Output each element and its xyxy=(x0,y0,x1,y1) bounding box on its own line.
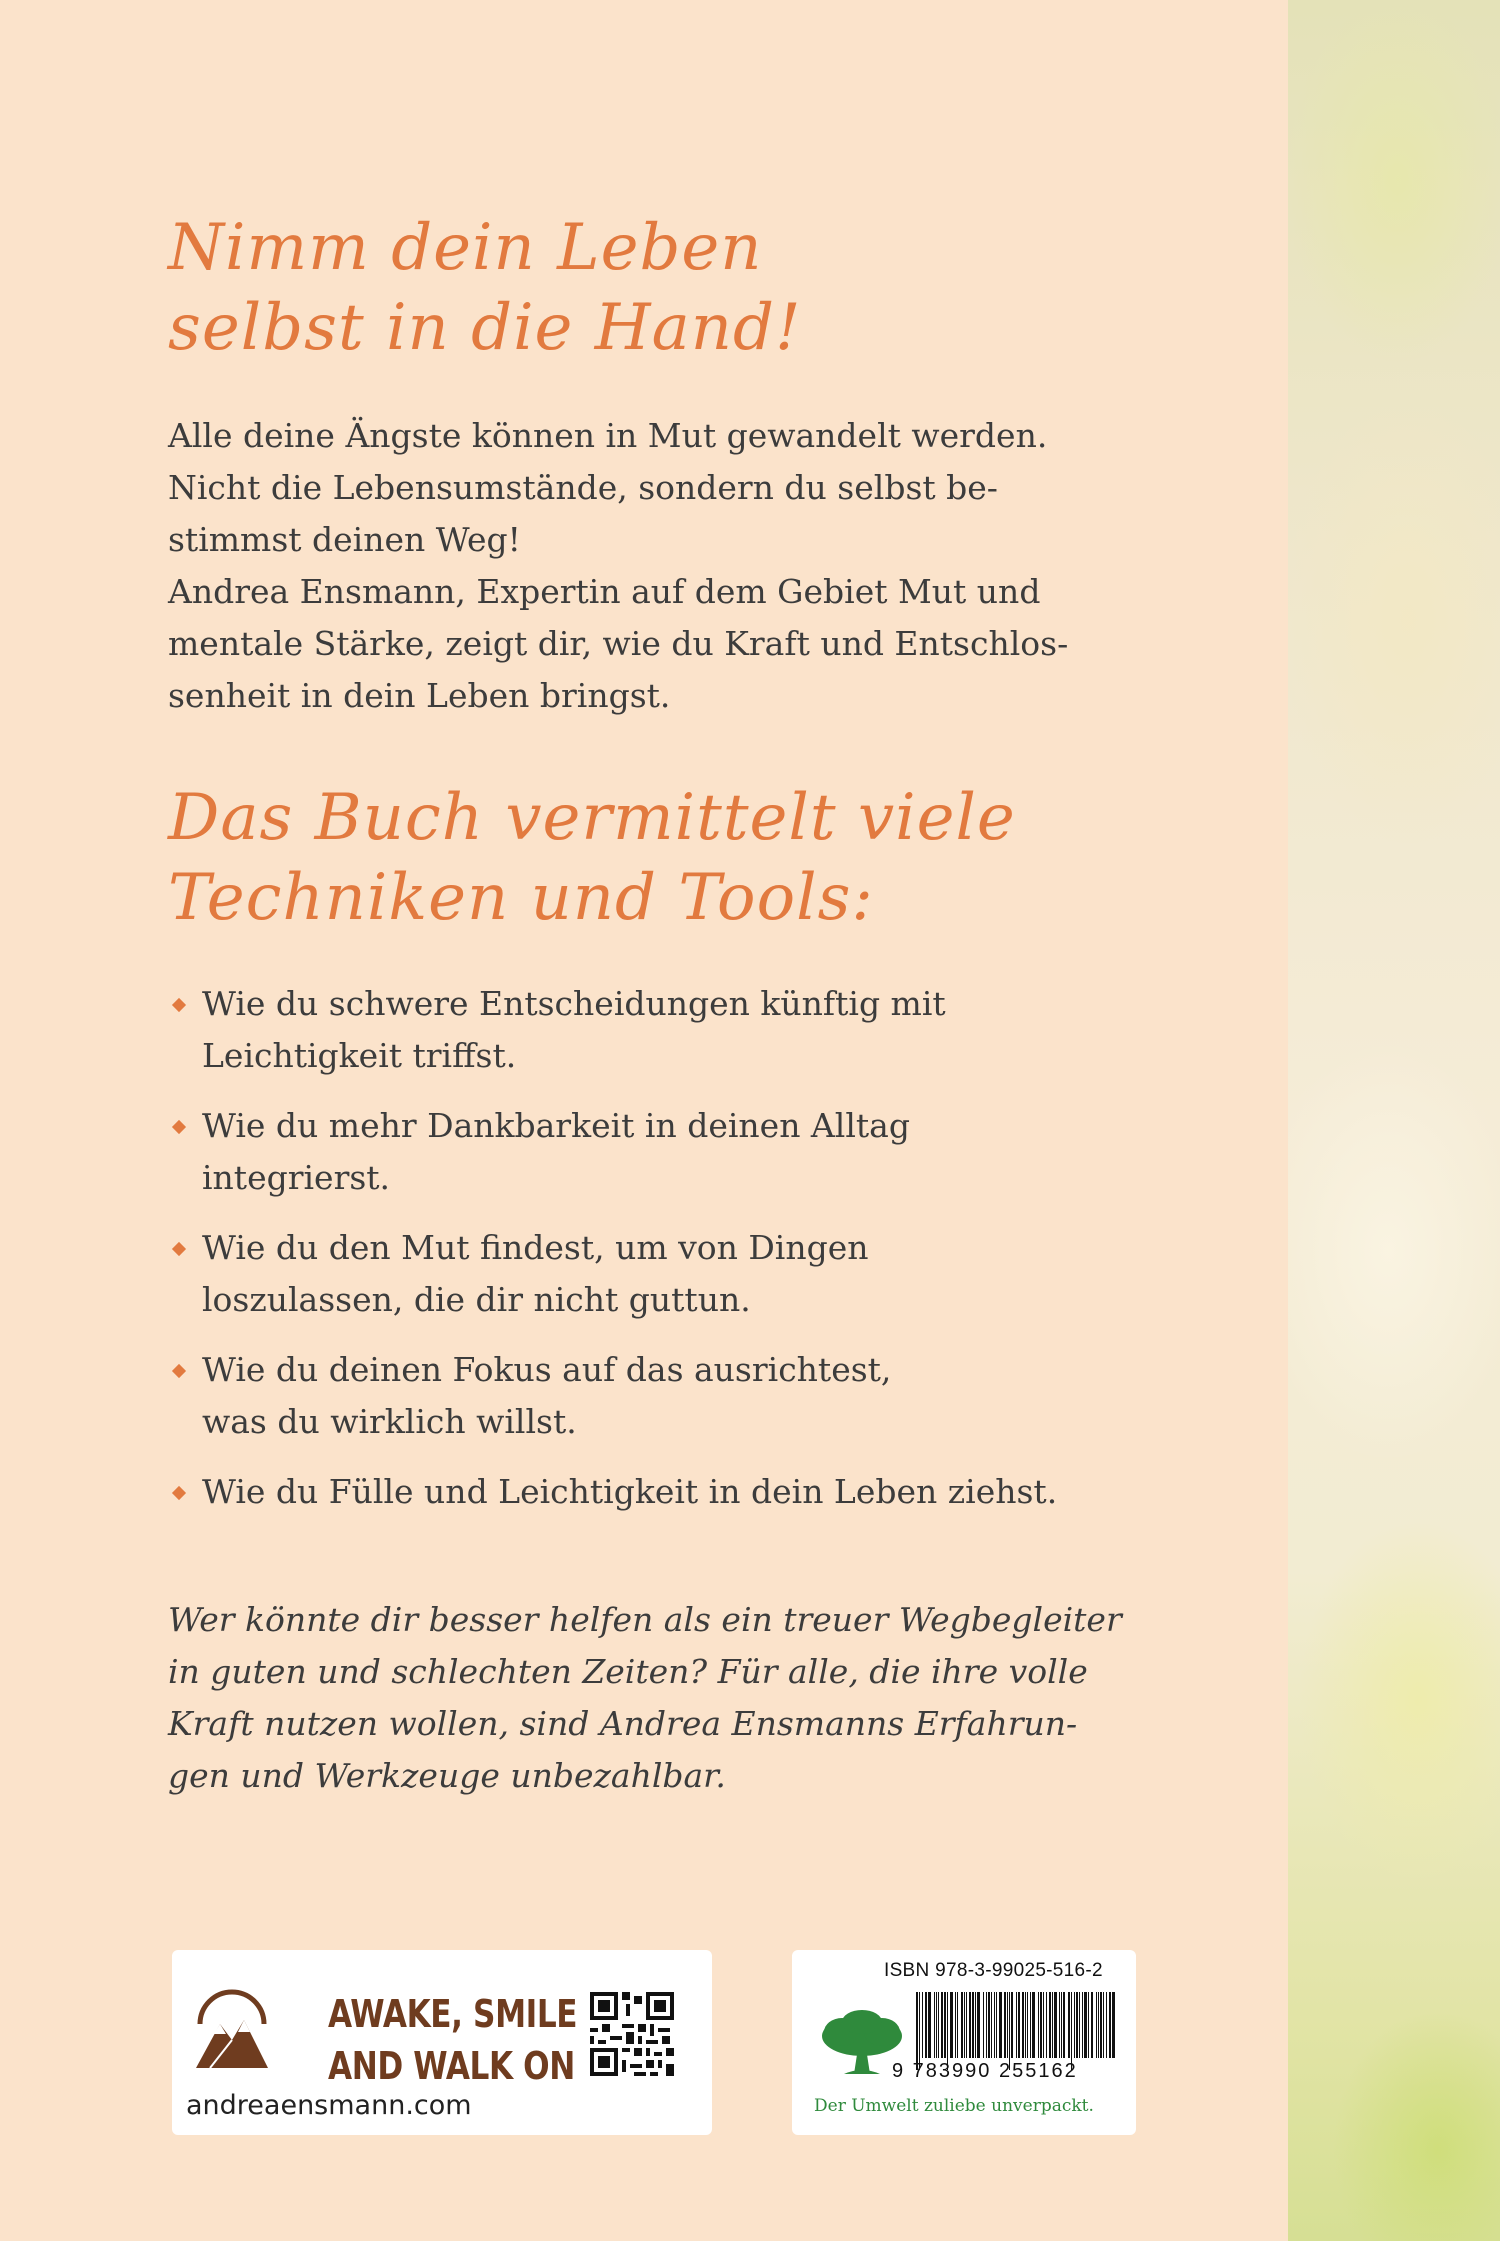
closing-line: in guten und schlechten Zeiten? Für alle, die ihre volle xyxy=(168,1652,1088,1691)
list-item-line: Wie du Fülle und Leichtigkeit in dein Leben ziehst. xyxy=(202,1472,1058,1511)
eco-note: Der Umwelt zuliebe unverpackt. xyxy=(814,2096,1094,2116)
intro-line: Nicht die Lebensumstände, sondern du selbst be- xyxy=(168,468,998,507)
barcode-digits: 9 783990 255162 xyxy=(892,2060,1078,2082)
intro-line: Andrea Ensmann, Expertin auf dem Gebiet Mut und xyxy=(168,572,1041,611)
list-item xyxy=(170,1344,1150,1448)
headline-techniques xyxy=(168,778,1016,938)
list-item xyxy=(170,1466,1150,1518)
technique-list xyxy=(170,978,1150,1536)
isbn-card xyxy=(792,1950,1136,2135)
list-item-line: Wie du mehr Dankbarkeit in deinen Alltag xyxy=(202,1106,910,1145)
isbn-number: ISBN 978-3-99025-516-2 xyxy=(884,1960,1103,1981)
closing-line: Wer könnte dir besser helfen als ein treuer Wegbegleiter xyxy=(168,1600,1122,1639)
brand-slogan xyxy=(328,1988,577,2092)
side-photo-strip xyxy=(1288,0,1500,2241)
diamond-bullet-icon xyxy=(172,1120,186,1134)
diamond-bullet-icon xyxy=(172,1242,186,1256)
intro-paragraph xyxy=(168,410,1128,722)
headline-line: selbst in die Hand! xyxy=(168,291,802,365)
intro-line: stimmst deinen Weg! xyxy=(168,520,521,559)
closing-line: gen und Werkzeuge unbezahlbar. xyxy=(168,1756,726,1795)
list-item-line: Leichtigkeit triffst. xyxy=(202,1036,517,1075)
intro-line: senheit in dein Leben bringst. xyxy=(168,676,671,715)
list-item-line: Wie du schwere Entscheidungen künftig mit xyxy=(202,984,946,1023)
qr-code-icon xyxy=(590,1992,674,2076)
intro-line: mentale Stärke, zeigt dir, wie du Kraft und Entschlos- xyxy=(168,624,1069,663)
headline-take-control xyxy=(168,208,802,368)
diamond-bullet-icon xyxy=(172,1364,186,1378)
diamond-bullet-icon xyxy=(172,998,186,1012)
brand-card xyxy=(172,1950,712,2135)
mountain-sun-logo-icon xyxy=(192,1972,272,2072)
slogan-line: AND WALK ON xyxy=(328,2044,575,2088)
list-item-line: loszulassen, die dir nicht guttun. xyxy=(202,1280,751,1319)
list-item-line: Wie du deinen Fokus auf das ausrichtest, xyxy=(202,1350,892,1389)
list-item xyxy=(170,1100,1150,1204)
list-item xyxy=(170,978,1150,1082)
diamond-bullet-icon xyxy=(172,1486,186,1500)
list-item-line: was du wirklich willst. xyxy=(202,1402,577,1441)
list-item-line: Wie du den Mut findest, um von Dingen xyxy=(202,1228,869,1267)
list-item-line: integrierst. xyxy=(202,1158,391,1197)
list-item xyxy=(170,1222,1150,1326)
slogan-line: AWAKE, SMILE xyxy=(328,1992,578,2036)
closing-line: Kraft nutzen wollen, sind Andrea Ensmanns Erfahrun- xyxy=(168,1704,1078,1743)
website-url: andreaensmann.com xyxy=(186,2090,472,2121)
headline-line: Das Buch vermittelt viele xyxy=(168,781,1016,855)
closing-paragraph xyxy=(168,1594,1168,1802)
headline-line: Techniken und Tools: xyxy=(168,861,874,935)
intro-line: Alle deine Ängste können in Mut gewandelt werden. xyxy=(168,416,1048,455)
headline-line: Nimm dein Leben xyxy=(168,211,763,285)
